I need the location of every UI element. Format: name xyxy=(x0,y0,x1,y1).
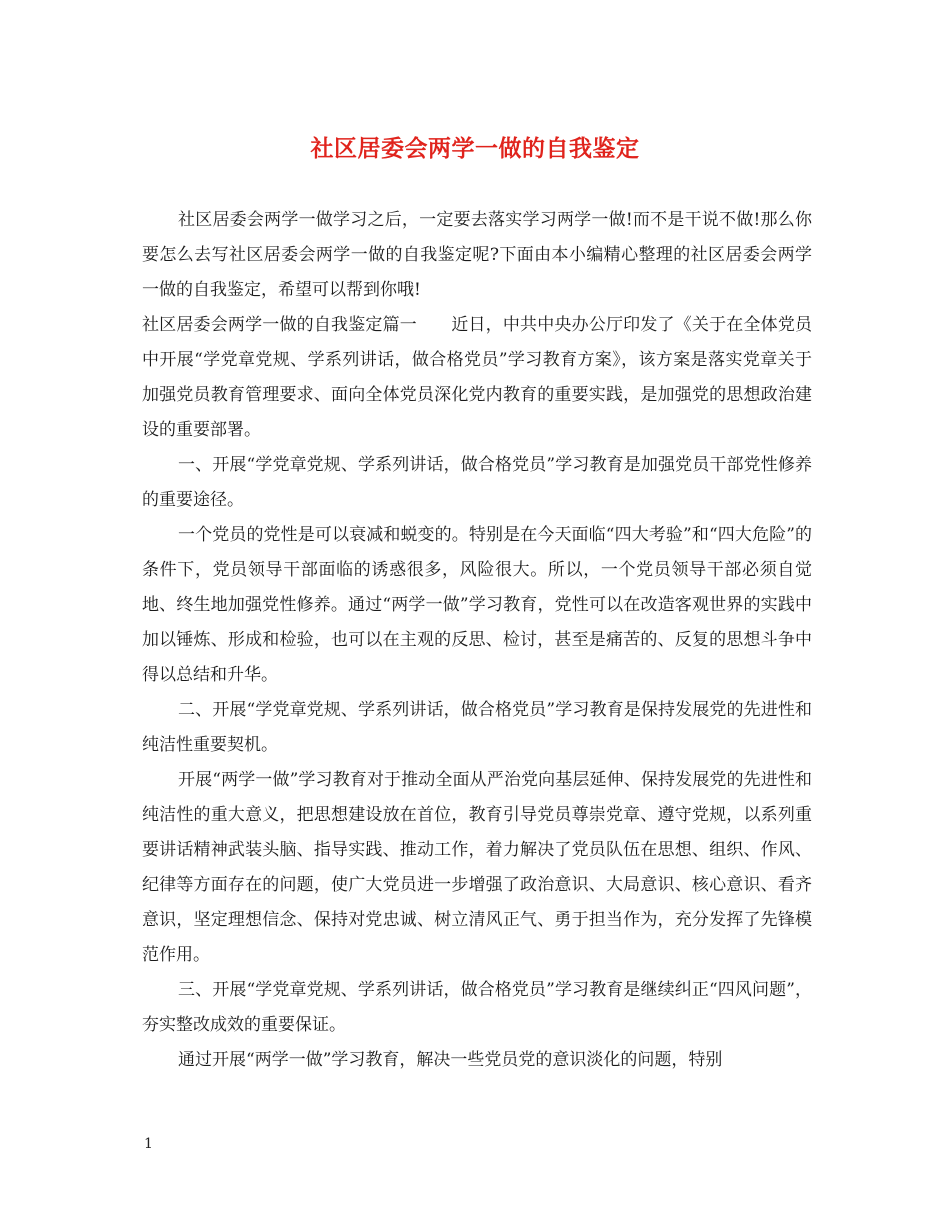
paragraph-point-one-detail: 一个党员的党性是可以衰减和蜕变的。特别是在今天面临“四大考验”和“四大危险”的条件下，党员领导干部面临的诱惑很多，风险很大。所以，一个党员领导干部必须自觉地、终生地加强党性修养。通过“两学一做”学习教育，党性可以在改造客观世界的实践中加以锤炼、形成和检验，也可以在主观的反思、检讨，甚至是痛苦的、反复的思想斗争中得以总结和升华。 xyxy=(142,525,812,685)
page-number: 1 xyxy=(144,1136,153,1152)
paragraph-section-one-heading: 社区居委会两学一做的自我鉴定篇一 近日，中共中央办公厅印发了《关于在全体党员中开展“学党章党规、学系列讲话，做合格党员”学习教育方案》，该方案是落实党章关于加强党员教育管理要求、面向全体党员深化党内教育的重要实践，是加强党的思想政治建设的重要部署。 xyxy=(142,315,812,440)
paragraph-intro: 社区居委会两学一做学习之后，一定要去落实学习两学一做!而不是干说不做!那么你要怎么去写社区居委会两学一做的自我鉴定呢?下面由本小编精心整理的社区居委会两学一做的自我鉴定，希望可以帮到你哦! xyxy=(142,210,812,300)
document-body xyxy=(142,203,812,1078)
paragraph-point-three: 三、开展“学党章党规、学系列讲话，做合格党员”学习教育是继续纠正“四风问题”，夯实整改成效的重要保证。 xyxy=(142,980,812,1035)
paragraph-point-two-detail: 开展“两学一做”学习教育对于推动全面从严治党向基层延伸、保持发展党的先进性和纯洁性的重大意义，把思想建设放在首位，教育引导党员尊崇党章、遵守党规，以系列重要讲话精神武装头脑、指导实践、推动工作，着力解决了党员队伍在思想、组织、作风、纪律等方面存在的问题，使广大党员进一步增强了政治意识、大局意识、核心意识、看齐意识，坚定理想信念、保持对党忠诚、树立清风正气、勇于担当作为，充分发挥了先锋模范作用。 xyxy=(142,770,812,965)
paragraph-point-two: 二、开展“学党章党规、学系列讲话，做合格党员”学习教育是保持发展党的先进性和纯洁性重要契机。 xyxy=(142,700,812,755)
paragraph-point-three-detail: 通过开展“两学一做”学习教育，解决一些党员党的意识淡化的问题，特别 xyxy=(178,1050,723,1070)
paragraph-point-one: 一、开展“学党章党规、学系列讲话，做合格党员”学习教育是加强党员干部党性修养的重要途径。 xyxy=(142,455,812,510)
document-title: 社区居委会两学一做的自我鉴定 xyxy=(310,135,640,162)
